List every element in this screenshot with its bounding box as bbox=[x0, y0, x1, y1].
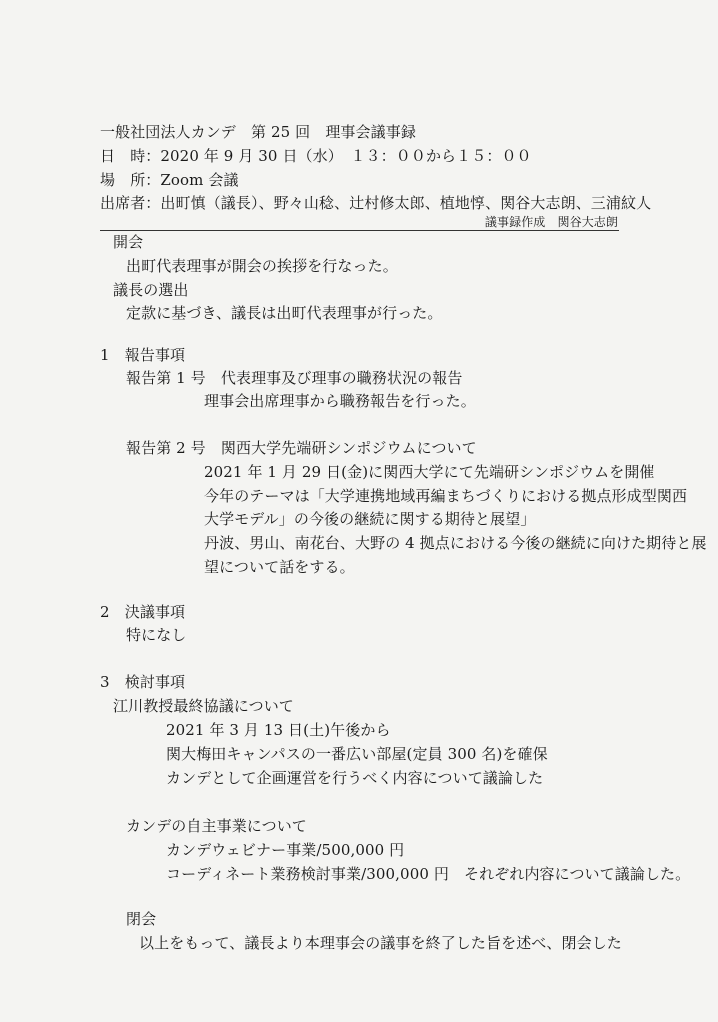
resolution-text: 特になし bbox=[126, 626, 187, 644]
chair-election-text: 定款に基づき、議長は出町代表理事が行った。 bbox=[126, 304, 443, 322]
discussion-item1-line: 関大梅田キャンパスの一番広い部屋(定員 300 名)を確保 bbox=[166, 745, 548, 763]
meeting-datetime: 日 時：2020 年 9 月 30 日（水） １３：００から１５：００ bbox=[100, 147, 532, 165]
report2-line: 大学モデル」の今後の継続に関する期待と展望」 bbox=[204, 510, 536, 528]
discussion-item2-line: コーディネート業務検討事業/300,000 円 それぞれ内容について議論した。 bbox=[166, 865, 691, 883]
chair-election-heading: 議長の選出 bbox=[113, 281, 189, 299]
discussion-item1-line: 2021 年 3 月 13 日(土)午後から bbox=[166, 721, 391, 739]
section-discussion-heading: 3 検討事項 bbox=[100, 673, 186, 691]
report2-line: 望について話をする。 bbox=[204, 558, 355, 576]
document-title: 一般社団法人カンデ 第 25 回 理事会議事録 bbox=[100, 123, 416, 141]
header-divider bbox=[100, 230, 619, 231]
report1-title: 報告第 1 号 代表理事及び理事の職務状況の報告 bbox=[126, 369, 463, 387]
opening-text: 出町代表理事が開会の挨拶を行なった。 bbox=[126, 257, 398, 275]
discussion-item2-line: カンデウェビナー事業/500,000 円 bbox=[166, 841, 405, 859]
minutes-author: 議事録作成 関谷大志朗 bbox=[484, 215, 618, 229]
opening-heading: 開会 bbox=[113, 233, 144, 251]
attendees: 出席者：出町慎（議長）、野々山稔、辻村修太郎、植地惇、関谷大志朗、三浦紋人 bbox=[100, 194, 652, 212]
report2-line: 丹波、男山、南花台、大野の 4 拠点における今後の継続に向けた期待と展 bbox=[204, 534, 707, 552]
report1-text: 理事会出席理事から職務報告を行った。 bbox=[204, 392, 476, 410]
discussion-item2-title: カンデの自主事業について bbox=[126, 817, 307, 835]
closing-heading: 閉会 bbox=[126, 910, 157, 928]
meeting-place: 場 所：Zoom 会議 bbox=[100, 171, 239, 189]
closing-text: 以上をもって、議長より本理事会の議事を終了した旨を述べ、閉会した bbox=[139, 934, 622, 952]
report2-line: 2021 年 1 月 29 日(金)に関西大学にて先端研シンポジウムを開催 bbox=[204, 463, 655, 481]
discussion-item1-line: カンデとして企画運営を行うべく内容について議論した bbox=[166, 769, 544, 787]
section-resolution-heading: 2 決議事項 bbox=[100, 603, 186, 621]
discussion-item1-title: 江川教授最終協議について bbox=[113, 697, 294, 715]
report2-title: 報告第 2 号 関西大学先端研シンポジウムについて bbox=[126, 439, 477, 457]
section-report-heading: 1 報告事項 bbox=[100, 346, 186, 364]
report2-line: 今年のテーマは「大学連携地域再編まちづくりにおける拠点形成型関西 bbox=[204, 487, 688, 505]
